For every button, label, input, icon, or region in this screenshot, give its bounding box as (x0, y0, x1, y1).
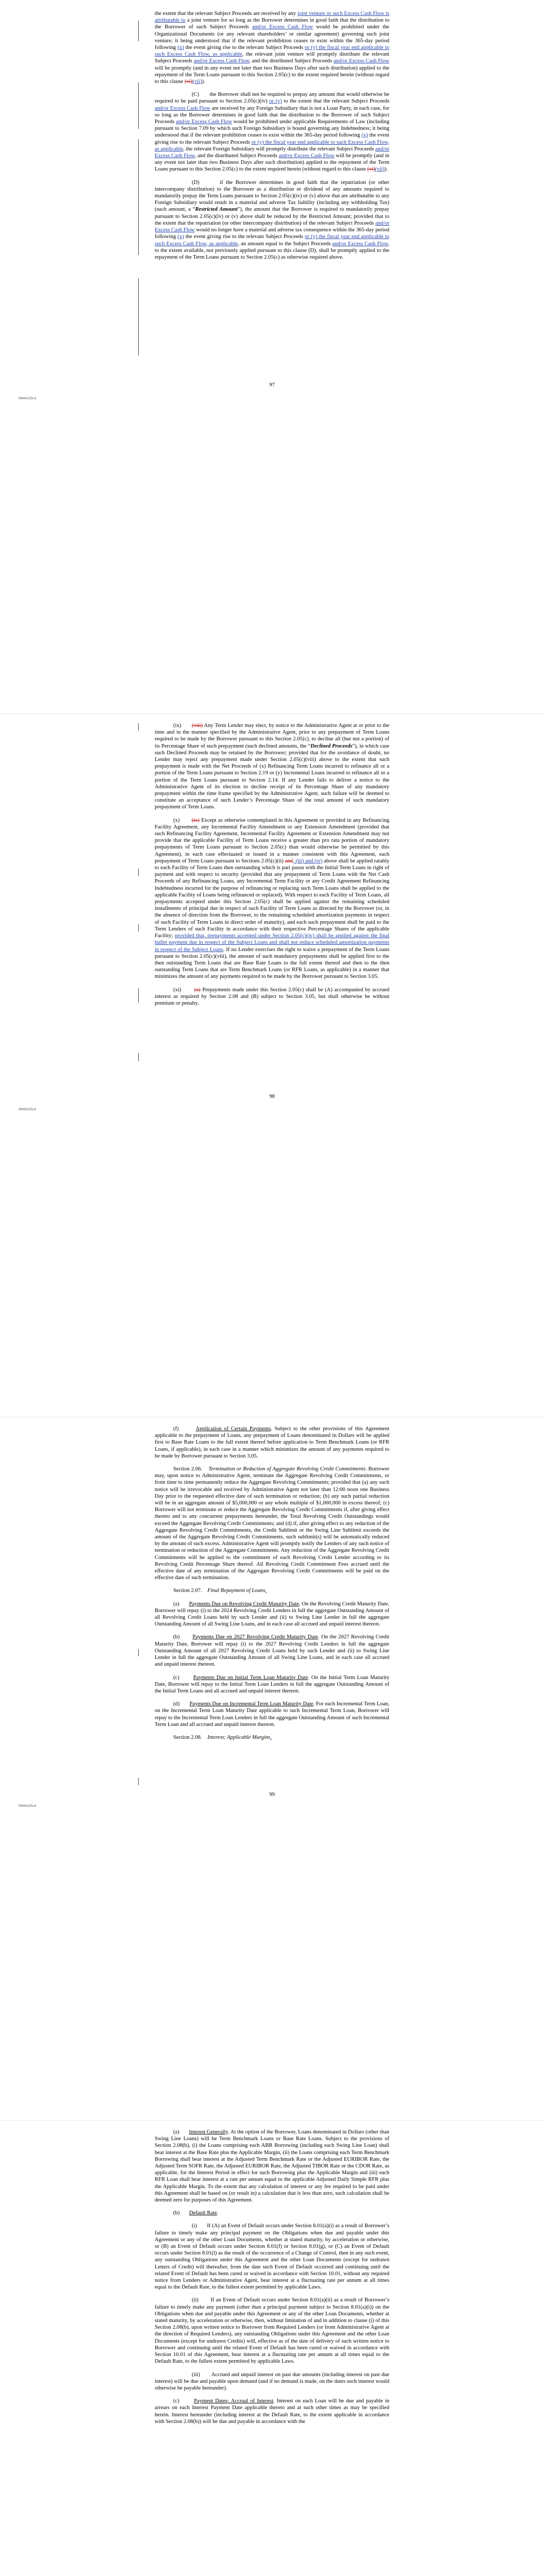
inserted-text: and/or Excess Cash Flow (333, 58, 389, 64)
text-run: Prepayments made under this Section 2.05(c) shall be (A) accompanied by accrued interest as required by Section 2.08 and (B) subject to Section 3.05, but shall otherwise be without premium or penalty. (155, 987, 389, 1006)
text-run: , the relevant Foreign Subsidiary will promptly distribute the relevant Subject Proceeds (183, 146, 375, 152)
text-run: (iii) Accrued and unpaid interest on past due amounts (including interest on past due interest) will be due and payable upon demand (and if no demand is made, on the dates such interest would otherwise be payable hereunder). (155, 2371, 389, 2391)
paragraph (155, 1601, 389, 1628)
document-page-100 (0, 2120, 544, 2576)
paragraph (155, 10, 389, 85)
text-run: (b) (173, 1634, 193, 1640)
text-run: Except as otherwise contemplated in this Agreement or provided in any Refinancing Facility Agreement, any Incremental Facility Amendment or any Extension Amendment (provided that such Refinancing Facility Agreement, Incremental Facility Agreement or Extension Amendment may not provide that the applicable Facility of Term Loans receive a greater than pro rata portion of mandatory prepayments of Term Loans pursuant to Section 2.05(c) than would otherwise be permitted by this Agreement), in each case effectuated or issued in a manner consistent with this Agreement, each prepayment of Term Loans pursuant to Sections 2.05(c)(ii) (155, 817, 389, 864)
page-body (155, 722, 389, 1007)
change-bar (138, 21, 139, 41)
text-run: will be promptly (and in any event not later than two Business Days after such distribution) applied to the repayment of the Term Loans pursuant to this Section 2.05(c) to the extent required herein (without regard to this clause (155, 65, 389, 85)
paragraph-caption: Interest Generally (189, 2129, 228, 2135)
text-run: (d) (173, 1701, 190, 1707)
document-page-99 (0, 1417, 544, 2120)
text-run: . Subject to the other provisions of this Agreement applicable to the prepayment of Loans, any prepayment of Loans denominated in Dollars will be applied first to Base Rate Loans to the full extent thereof before application to Term Benchmark Loans (or RFR Loans, if applicable), in each case in a manner which minimizes the amount of any payments required to be made by Borrower pursuant to Section 3.05. (155, 1426, 390, 1459)
page-body (155, 1426, 389, 1741)
text-run: will be promptly (and in any event not later than two Business Days after such distribution) applied to the repayment of the Term Loans pursuant to this Section 2.05(c) to the extent required herein (without regard to this clause (155, 153, 390, 173)
paragraph (155, 2371, 389, 2392)
inserted-text: and/or Excess Cash Flow (155, 146, 389, 159)
text-run: ”), in which case such Declined Proceeds may be retained by the Borrower; provided that for the avoidance of doubt, no Lender may reject any prepayment made under Section 2.05(c)(viii) above to the extent that such prepayment is made with the Net Proceeds of (x) Refinancing Term Loans incurred to refinance all or a portion of the Term Loans pursuant to Section 2.19 or (y) Incremental Loans incurred to refinance all or a portion of the Term Loans pursuant to Section 2.14. If any Lender fails to deliver a notice to the Administrative Agent of its election to decline receipt of its Percentage Share of any mandatory prepayment within the time frame specified by the Administrative Agent, such failure will be deemed to constitute an acceptance of such Lender’s Percentage Share of the total amount of such mandatory prepayment of Term Loans. (155, 743, 389, 810)
inserted-text: , (iii) (292, 858, 305, 864)
paragraph (155, 1674, 389, 1695)
deleted-text: (vi) (367, 166, 375, 173)
inserted-text: and/or Excess Cash Flow (155, 105, 211, 111)
text-run: . At the option of the Borrower, Loans denominated in Dollars (other than Swing Line Loans) will be Term Benchmark Loans or Base Rate Loans. Subject to the provisions of Section 2.08(b), (i) the Loans comprising each ABR Borrowing (including each Swing Line Loan) shall bear interest at the Base Rate plus the Applicable Margin, (ii) the Loans comprising each Term Benchmark Borrowing shall bear interest at the Adjusted Term Benchmark Rate or the Adjusted EURIBOR Rate, the Adjusted Term SOFR Rate, the Adjusted EURIBOR Rate, the Adjusted TIBOR Rate or the CDOR Rate, as applicable, for the Interest Period in effect for such Borrowing plus the Applicable Margin and (iii) each RFR Loan shall bear interest at a rate per annum equal to the applicable Adjusted Daily Simple RFR plus the Applicable Margin. To the extent that any calculation of interest or any fee required to be paid under this Agreement shall be based on (or result in) a calculation that is less than zero, such calculation shall be deemed zero for purposes of this Agreement. (155, 2129, 390, 2204)
paragraph-caption: Payments Due on Incremental Term Loan Maturity Date (189, 1701, 314, 1707)
text-run: , and the distributed Subject Proceeds (194, 153, 279, 159)
text-run: a joint venture for so long as the Borrower determines in good faith that the distribution to the Borrower of such Subject Proceeds (155, 18, 389, 30)
text-run: the event giving rise to the relevant Subject Proceeds (155, 132, 389, 145)
text-run: , to the extent available, not previously applied pursuant to this clause (D), shall be promptly applied to the repayment of the Term Loans pursuant to Section 2.05(c) as otherwise required above. (155, 241, 389, 260)
paragraph (155, 2129, 389, 2204)
section-title: Interest; Applicable Margins (207, 1734, 271, 1740)
paragraph (155, 1426, 389, 1460)
paragraph (155, 2398, 389, 2425)
inserted-text: (x) (177, 234, 184, 240)
paragraph (155, 2210, 389, 2216)
change-bar (138, 988, 139, 1003)
text-run: . On the Revolving Credit Maturity Date, Borrower will repay (i) to the 2024 Revolving Credit Lenders in full the aggregate Outstanding Amount of all Revolving Credit Loans held by such Lender and (ii) to Swing Line Lender in full the aggregate Outstanding Amount of all Swing Line Loans, and in each case all accrued and unpaid interest thereon. (155, 1601, 389, 1628)
text-run: (a) (173, 2129, 189, 2135)
inserted-text: (x) (361, 132, 368, 139)
inserted-text: provided that, prepayments accepted under Section 2.05(c)(iv) shall be applied against the final bullet payment due in respect of the Subject Loans and shall not reduce scheduled amortization payments in respect of the Subject Loans (155, 933, 389, 953)
inserted-text: or (y) the fiscal year end applicable to such Excess Cash Flow, as applicable (155, 139, 389, 152)
paragraph-caption: Default Rate (189, 2210, 217, 2216)
paragraph (155, 91, 389, 173)
inserted-text: joint venture or such Excess Cash Flow is attributable to (155, 11, 389, 24)
text-run: . On the Initial Term Loan Maturity Date, Borrower will repay to the Initial Term Loan Lenders in full the aggregate Outstanding Amount of the Initial Term Loans and all accrued and unpaid interest thereon. (155, 1674, 390, 1694)
paragraph-caption: Payments Due on Initial Term Loan Maturity Date (193, 1674, 308, 1681)
deleted-text: (viii) (191, 723, 203, 728)
deleted-text: (vi) (184, 79, 193, 85)
change-bar (138, 1053, 139, 1061)
defined-term: Declined Proceeds (310, 743, 353, 749)
paragraph (155, 722, 389, 811)
text-run: (x) (173, 817, 192, 823)
inserted-text: and/or Excess Cash Flow (155, 220, 389, 233)
text-run: (C) the Borrower shall not be required to prepay any amount that would otherwise be required to be paid pursuant to Section 2.05(c)(iv) (155, 92, 389, 105)
paragraph (155, 1634, 389, 1668)
paragraph-caption: Payments Due on 2027 Revolving Credit Maturity Date (192, 1634, 318, 1640)
deleted-text: (ix) (191, 817, 200, 823)
paragraph (155, 2223, 389, 2291)
paragraph-caption: Application of Certain Payments (195, 1426, 271, 1432)
section-heading (155, 1587, 389, 1594)
text-run: , the relevant joint venture will promptly distribute the relevant Subject Proceeds (155, 52, 389, 64)
change-bar (138, 1778, 139, 1785)
page-number: 98 (269, 1094, 275, 1099)
text-run: (xi) (173, 987, 194, 993)
text-run: (b) (173, 2210, 189, 2216)
change-bar (138, 82, 139, 129)
text-run: ). (384, 166, 388, 173)
section-heading (155, 1734, 389, 1741)
inserted-text: and/or Excess Cash Flow (278, 153, 335, 159)
deleted-text: and (285, 858, 293, 864)
text-run: to the extent that the relevant Subject Proceeds (282, 98, 389, 105)
text-run: Section 2.06. (173, 1466, 209, 1472)
text-run: . (217, 2210, 219, 2216)
inserted-text: (vii) (375, 166, 385, 173)
text-run: (c) (173, 2398, 194, 2404)
paragraph-caption: Payments Due on Revolving Credit Maturity Date (189, 1601, 299, 1607)
text-run: are received by any Foreign Subsidiary that is not a Loan Party, in each case, for so long as the Borrower determines in good faith that the distribution to the Borrower of such Subject Proceeds (155, 105, 389, 125)
text-run: . On the 2027 Revolving Credit Maturity Date, Borrower will repay (i) to the 2027 Revolving Credit Lenders in full the aggregate Outstanding Amount of all 2027 Revolving Credit Loans held by such Lender and (ii) to Swing Line Lender in full the aggregate Outstanding Amount of all Swing Line Loans, and in each case all accrued and unpaid interest thereon. (155, 1634, 389, 1668)
change-bar (138, 723, 139, 731)
text-run: Section 2.07. (173, 1588, 208, 1594)
page-body (155, 2129, 389, 2425)
change-bar (138, 1649, 139, 1656)
document-id: 99494225v.6 (19, 397, 37, 400)
defined-term: Restricted Amount (195, 207, 238, 213)
text-run: would be prohibited under applicable Requirements of Law (including pursuant to Section 7.09 by which such Foreign Subsidiary is bound governing any Indebtedness; it being understood that if the relevant prohibition ceases to exist within the 365-day period following (155, 119, 390, 139)
text-run: . For each Incremental Term Loan, on the Incremental Term Loan Maturity Date applicable to such Incremental Term Loan, Borrower will repay to the Incremental Term Loan Lenders in full the aggregate Outstanding Amount of such Incremental Term Loan and all accrued and unpaid interest thereon. (155, 1701, 389, 1727)
document-page-98 (0, 714, 544, 1417)
inserted-text: (vii) (192, 79, 202, 85)
deleted-text: (x) (194, 987, 201, 993)
change-bar (138, 278, 139, 355)
text-run: (ix) (173, 723, 192, 728)
text-run: would no longer have a material and adverse tax consequence within the 365-day period following (155, 227, 390, 240)
change-bar (138, 924, 139, 931)
paragraph (155, 1701, 389, 1728)
text-run: . Interest on each Loan will be due and payable in arrears on each Interest Payment Date applicable thereto and at such other times as may be specified herein. Interest hereunder (including interest at the Default Rate, to the extent applicable in accordance with Section 2.08(b)) will be due and payable in accordance with the (155, 2398, 389, 2425)
text-run: , and the distributed Subject Proceeds (249, 58, 334, 64)
text-run: would be prohibited under the Organizational Documents (or any relevant shareholders’ or similar agreement) governing such joint venture; it being understood that if the relevant prohibition ceases to exist within the 365-day period following (155, 24, 389, 51)
inserted-text: or (v) (269, 98, 282, 105)
inserted-text: or (y) the fiscal year end applicable to such Excess Cash Flow, as applicable (155, 234, 389, 247)
text-run: (f) (173, 1426, 196, 1432)
text-run: the event giving rise to the relevant Subject Proceeds (184, 45, 305, 51)
text-run: (a) (173, 1601, 189, 1607)
text-run: (D) if the Borrower determines in good faith that the repatriation (or other intercompany distribution) to the Borrower as a distribution or dividend of any amounts required to mandatorily prepay the Term Loans pursuant to Section 2.05(c)(iv) or (v) above that are attributable to any Foreign Subsidiary would result in a material and adverse Tax liability (including any withholding Tax) (such amount, a “ (155, 179, 389, 213)
text-run: Any Term Lender may elect, by notice to the Administrative Agent at or prior to the time and in the manner specified by the Administrative Agent, prior to any prepayment of Term Loans required to be made by the Borrower pursuant to this Section 2.05(c), to decline all (but not a portion) of its Percentage Share of such prepayment (such declined amounts, the “ (155, 723, 389, 749)
paragraph (155, 179, 389, 261)
text-run: ”), the amount that the Borrower is required to mandatorily prepay pursuant to Section 2.05(c)(iv) or (v) above shall be reduced by the Restricted Amount; provided that to the extent that the repatriation (or other intercompany distribution) of the relevant Subject Proceeds (155, 207, 389, 226)
inserted-text: and/or Excess Cash Flow (332, 241, 388, 247)
inserted-text: . (270, 1734, 272, 1740)
inserted-text: and/or Excess Cash Flow (193, 58, 250, 64)
paragraph (155, 2297, 389, 2365)
inserted-text: (x) (177, 45, 184, 51)
text-run: , an amount equal to the Subject Proceeds (238, 241, 333, 247)
section-title: Final Repayment of Loans (207, 1588, 266, 1594)
text-run: ). (202, 79, 205, 85)
inserted-text: . (265, 1588, 267, 1594)
page-body (155, 10, 389, 261)
change-bar (138, 139, 139, 255)
document-id: 99494225v.6 (19, 1108, 37, 1111)
change-bar (138, 869, 139, 876)
inserted-text: or (y) the fiscal year end applicable to such Excess Cash Flow, as applicable (155, 45, 389, 58)
text-run: the extent that the relevant Subject Proceeds are received by any (155, 11, 298, 16)
inserted-text: and/or Excess Cash Flow (176, 119, 232, 125)
text-run: above shall be applied ratably to each Facility of Term Loans then outstanding which is pari passu with the Initial Term Loans in right of payment and with respect to security (provided that any prepayment of Term Loans with the Net Cash Proceeds of any Refinancing Loans, any Incremental Term Facility or any Credit Agreement Refinancing Indebtedness incurred for the purpose of refinancing or replacing such Term Loans shall be applied to the applicable Facility of Loans being refinanced or replaced). With respect to each Facility of Term Loans, all prepayments accepted under this Section 2.05(c) shall be applied against the remaining scheduled installments of principal due in respect of such Facility of Term Loans as directed by the Borrower (or, in the absence of direction from the Borrower, to the remaining scheduled amortization payments in respect of such Facility of Term Loans in direct order of maturity), and each such prepayment shall be paid to the Term Lenders of such Facility in accordance with their respective Percentage Shares of the applicable Facility; (155, 858, 389, 939)
paragraph (155, 987, 389, 1007)
text-run: . Borrower may, upon notice to Administrative Agent, terminate the Aggregate Revolving Credit Commitments, or from time to time permanently reduce the Aggregate Revolving Commitments; provided that (a) any such notice will be irrevocable and received by Administrative Agent not later than 12:00 noon one Business Day prior to the requested effective date of such termination or reduction; (b) any such partial reduction will be in an aggregate amount of $5,000,000 or any whole multiple of $1,000,000 in excess thereof; (c) Borrower will not terminate or reduce the Aggregate Revolving Credit Commitments if, after giving effect thereto and to any concurrent prepayments hereunder, the Total Revolving Credit Outstandings would exceed the Aggregate Revolving Credit Commitments; and (d) if, after giving effect to any reduction of the Aggregate Revolving Credit Commitments, the Credit Sublimit or the Swing Line Sublimit exceeds the amount of the Aggregate Revolving Credit Commitments, such sublimit(s) will be automatically reduced by the amount of such excess. Administrative Agent will promptly notify the Lenders of any such notice of termination or reduction of the Aggregate Commitments. Any reduction of the Aggregate Revolving Credit Commitments will be applied to the commitment of each Revolving Credit Lender according to its Revolving Credit Percentage Share thereof. All Revolving Credit Commitment Fees accrued until the effective date of any termination of the Aggregate Revolving Credit Commitments will be paid on the effective date of such termination. (155, 1466, 389, 1581)
document-page-97 (0, 10, 544, 714)
text-run: (i) If (A) an Event of Default occurs under Section 8.01(a)(i) as a result of Borrower’s failure to timely make any principal payment on the Obligations when due and payable under this Agreement or any of the other Loan Documents, whether at stated maturity, by acceleration or otherwise, or (B) an Event of Default occurs under Section 8.01(f) or Section 8.01(g), or (C) an Event of Default occurs under Section 8.01(l) as the result of the occurrence of a Change of Control, then in any such event, any outstanding Obligations under this Agreement and the other Loan Documents (except for undrawn Letters of Credit) will thereafter, from the date such Event of Default occurred and continuing until the related Event of Default has been cured or waived in accordance with Section 10.01, without any required notice from Lenders or Administrative Agent, bear interest at a fluctuating rate per annum at all times equal to the Default Rate, to the fullest extent permitted by applicable Laws. (155, 2223, 389, 2291)
paragraph-caption: Payment Dates; Accrual of Interest (194, 2398, 274, 2404)
page-number: 99 (269, 1792, 275, 1798)
inserted-text: and/or Excess Cash Flow (252, 24, 313, 30)
inserted-text: and (iv) (305, 858, 323, 864)
section-title: Termination or Reduction of Aggregate Revolving Credit Commitments (208, 1466, 366, 1472)
document-id: 99494225v.6 (19, 1805, 37, 1808)
page-number: 97 (269, 382, 275, 388)
text-run: (ii) If an Event of Default occurs under Section 8.01(a)(ii) as a result of Borrower’s failure to timely make any payment (other than a principal payment subject to Section 8.01(a)(i)) on the Obligations when due and payable under this Agreement or any of the other Loan Documents, whether at stated maturity, by acceleration or otherwise, then, without limitation of and in addition to clause (i) of this Section 2.08(b), upon written notice to Borrower from Required Lenders (or from Administrative Agent at the direction of Required Lenders), any outstanding Obligations under this Agreement and the other Loan Documents (except for undrawn Credits) will, effective as of the date of delivery of such written notice to Borrower and continuing until the related Event of Default has been cured or waived in accordance with Section 10.01 of this Agreement, bear interest at a fluctuating rate per annum at all times equal to the Default Rate, to the fullest extent permitted by applicable Laws. (155, 2297, 389, 2365)
text-run: . If no Lender exercises the right to waive a prepayment of the Term Loans pursuant to Section 2.05(c)(viii), the amount of such mandatory prepayments shall be applied first to the then outstanding Term Loans that are Base Rate Loans to the full extent thereof and then to the then outstanding Term Loans that are Term Benchmark Loans (or RFR Loans, as applicable) in a manner that minimizes the amount of any payments required to be made by the Borrower pursuant to Section 3.05. (155, 946, 389, 980)
paragraph (155, 817, 389, 980)
text-run: (c) (173, 1674, 193, 1681)
paragraph (155, 1466, 389, 1581)
text-run: the event giving rise to the relevant Subject Proceeds (184, 234, 305, 240)
text-run: Section 2.08. (173, 1734, 208, 1740)
